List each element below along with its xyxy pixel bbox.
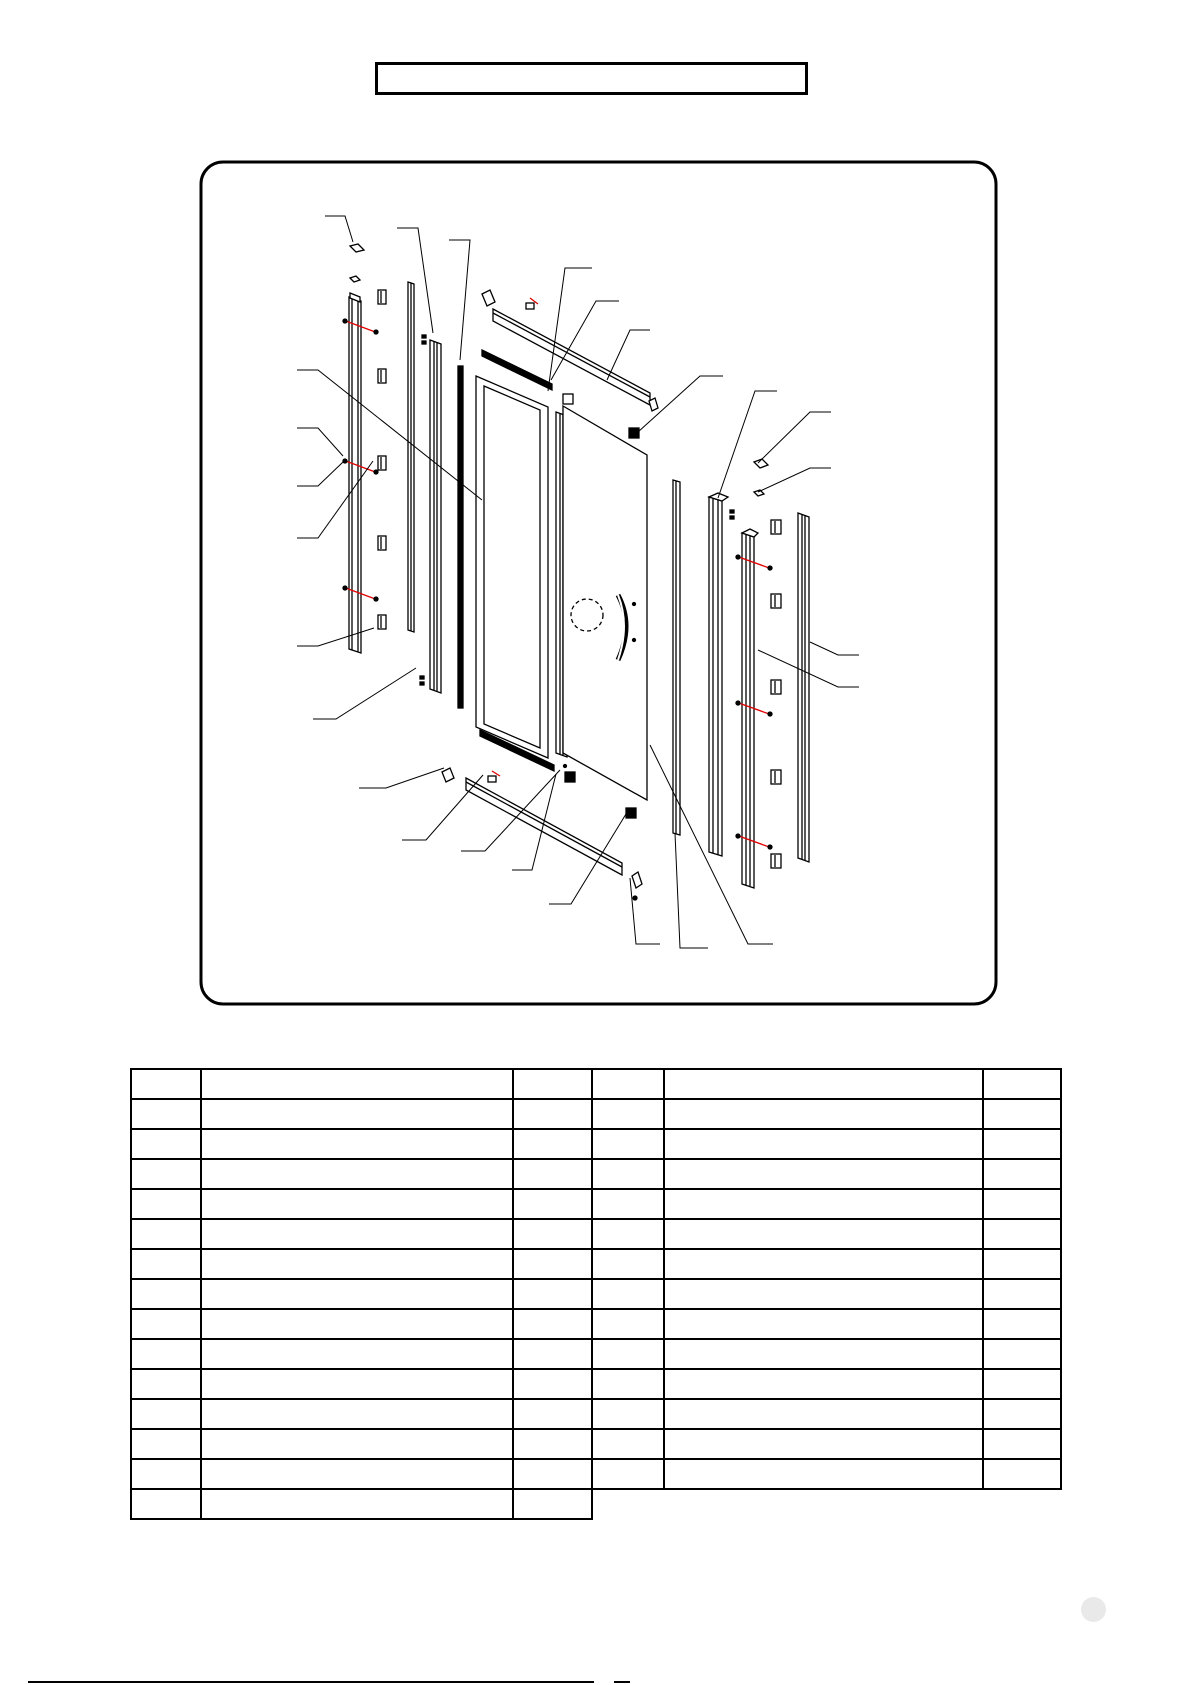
table-cell bbox=[131, 1429, 201, 1459]
right-fixed-profile bbox=[709, 493, 728, 856]
table-cell bbox=[131, 1339, 201, 1369]
table-cell bbox=[201, 1369, 513, 1399]
table-cell bbox=[201, 1309, 513, 1339]
table-cell bbox=[201, 1489, 513, 1519]
table-row bbox=[131, 1399, 1061, 1429]
footer-rule bbox=[28, 1681, 594, 1683]
table-cell bbox=[131, 1399, 201, 1429]
footer-tick bbox=[614, 1681, 630, 1683]
table-cell bbox=[983, 1459, 1061, 1489]
table-cell bbox=[983, 1249, 1061, 1279]
table-cell bbox=[664, 1069, 983, 1099]
table-row bbox=[131, 1369, 1061, 1399]
table-cell bbox=[983, 1339, 1061, 1369]
table-cell bbox=[983, 1069, 1061, 1099]
table-cell bbox=[592, 1339, 664, 1369]
table-row bbox=[131, 1309, 1061, 1339]
right-top-cap-small bbox=[754, 490, 764, 496]
table-row bbox=[131, 1189, 1061, 1219]
table-row bbox=[131, 1459, 1061, 1489]
table-row bbox=[131, 1279, 1061, 1309]
table-cell bbox=[131, 1309, 201, 1339]
table-row bbox=[131, 1249, 1061, 1279]
table-cell bbox=[513, 1369, 592, 1399]
table-cell bbox=[513, 1279, 592, 1309]
left-fixed-profile bbox=[420, 335, 441, 693]
table-cell bbox=[983, 1189, 1061, 1219]
table-cell bbox=[983, 1399, 1061, 1429]
table-cell bbox=[592, 1099, 664, 1129]
table-row bbox=[131, 1099, 1061, 1129]
table-cell bbox=[513, 1399, 592, 1429]
table-cell bbox=[592, 1399, 664, 1429]
table-cell bbox=[201, 1129, 513, 1159]
table-cell bbox=[592, 1309, 664, 1339]
table-cell bbox=[592, 1429, 664, 1459]
table-row bbox=[131, 1339, 1061, 1369]
table-cell bbox=[592, 1069, 664, 1099]
far-right-profile bbox=[798, 513, 809, 862]
table-cell bbox=[983, 1219, 1061, 1249]
table-cell bbox=[513, 1249, 592, 1279]
table-cell bbox=[592, 1189, 664, 1219]
table-cell bbox=[513, 1189, 592, 1219]
table-cell bbox=[201, 1099, 513, 1129]
table-cell bbox=[513, 1129, 592, 1159]
table-cell bbox=[664, 1369, 983, 1399]
table-cell bbox=[664, 1309, 983, 1339]
table-cell bbox=[201, 1219, 513, 1249]
table-cell bbox=[131, 1099, 201, 1129]
left-anchor-clips bbox=[378, 290, 386, 629]
table-cell bbox=[201, 1249, 513, 1279]
table-cell bbox=[592, 1459, 664, 1489]
right-seal-strip bbox=[673, 480, 680, 835]
table-cell bbox=[201, 1069, 513, 1099]
table-cell bbox=[592, 1279, 664, 1309]
left-seal-strip bbox=[408, 282, 414, 632]
left-top-cap bbox=[350, 244, 364, 252]
table-cell bbox=[664, 1249, 983, 1279]
table-cell bbox=[201, 1189, 513, 1219]
left-top-cap-small bbox=[350, 276, 360, 282]
table-cell bbox=[513, 1459, 592, 1489]
table-cell bbox=[201, 1279, 513, 1309]
bottom-roller-b bbox=[626, 808, 636, 818]
left-wall-profile bbox=[349, 293, 361, 653]
table-cell bbox=[131, 1069, 201, 1099]
table-cell bbox=[664, 1339, 983, 1369]
table-cell bbox=[664, 1279, 983, 1309]
right-anchor-clips bbox=[771, 520, 781, 868]
table-cell bbox=[201, 1399, 513, 1429]
table-cell bbox=[513, 1099, 592, 1129]
table-cell bbox=[983, 1309, 1061, 1339]
table-cell bbox=[131, 1159, 201, 1189]
table-row bbox=[131, 1219, 1061, 1249]
table-cell bbox=[592, 1249, 664, 1279]
table-cell bbox=[513, 1429, 592, 1459]
table-cell bbox=[513, 1309, 592, 1339]
table-cell bbox=[592, 1219, 664, 1249]
table-cell bbox=[664, 1129, 983, 1159]
table-row bbox=[131, 1159, 1061, 1189]
table-cell bbox=[664, 1099, 983, 1129]
table-cell bbox=[131, 1369, 201, 1399]
table-cell bbox=[201, 1459, 513, 1489]
table-cell bbox=[513, 1159, 592, 1189]
table-cell bbox=[131, 1489, 201, 1519]
table-cell bbox=[983, 1099, 1061, 1129]
bottom-roller-small bbox=[488, 776, 496, 782]
table-cell bbox=[983, 1429, 1061, 1459]
table-row bbox=[131, 1069, 1061, 1099]
table-cell bbox=[664, 1429, 983, 1459]
table-cell bbox=[592, 1159, 664, 1189]
parts-table bbox=[130, 1068, 1062, 1520]
top-roller-small bbox=[526, 298, 538, 309]
table-cell bbox=[664, 1219, 983, 1249]
top-roller-a bbox=[563, 394, 573, 404]
table-cell bbox=[513, 1219, 592, 1249]
table-cell bbox=[983, 1159, 1061, 1189]
table-cell bbox=[131, 1459, 201, 1489]
table-cell bbox=[983, 1369, 1061, 1399]
table-cell bbox=[592, 1489, 1061, 1519]
table-row bbox=[131, 1489, 1061, 1519]
table-cell bbox=[131, 1189, 201, 1219]
table-cell bbox=[513, 1489, 592, 1519]
table-cell bbox=[131, 1279, 201, 1309]
table-cell bbox=[592, 1369, 664, 1399]
table-cell bbox=[201, 1429, 513, 1459]
bottom-roller-a bbox=[565, 772, 575, 782]
table-cell bbox=[664, 1459, 983, 1489]
table-cell bbox=[983, 1279, 1061, 1309]
table-cell bbox=[513, 1339, 592, 1369]
vertical-gasket bbox=[458, 366, 463, 708]
table-row bbox=[131, 1129, 1061, 1159]
table-cell bbox=[513, 1069, 592, 1099]
table-cell bbox=[201, 1339, 513, 1369]
fixed-glass-panel bbox=[476, 376, 548, 758]
table-cell bbox=[664, 1159, 983, 1189]
table-cell bbox=[592, 1129, 664, 1159]
table-cell bbox=[664, 1399, 983, 1429]
page-number-badge bbox=[1081, 1597, 1106, 1622]
table-cell bbox=[664, 1189, 983, 1219]
table-cell bbox=[131, 1249, 201, 1279]
table-cell bbox=[131, 1129, 201, 1159]
table-cell bbox=[131, 1219, 201, 1249]
table-cell bbox=[201, 1159, 513, 1189]
table-row bbox=[131, 1429, 1061, 1459]
top-roller-b bbox=[629, 428, 639, 438]
table-cell bbox=[983, 1129, 1061, 1159]
